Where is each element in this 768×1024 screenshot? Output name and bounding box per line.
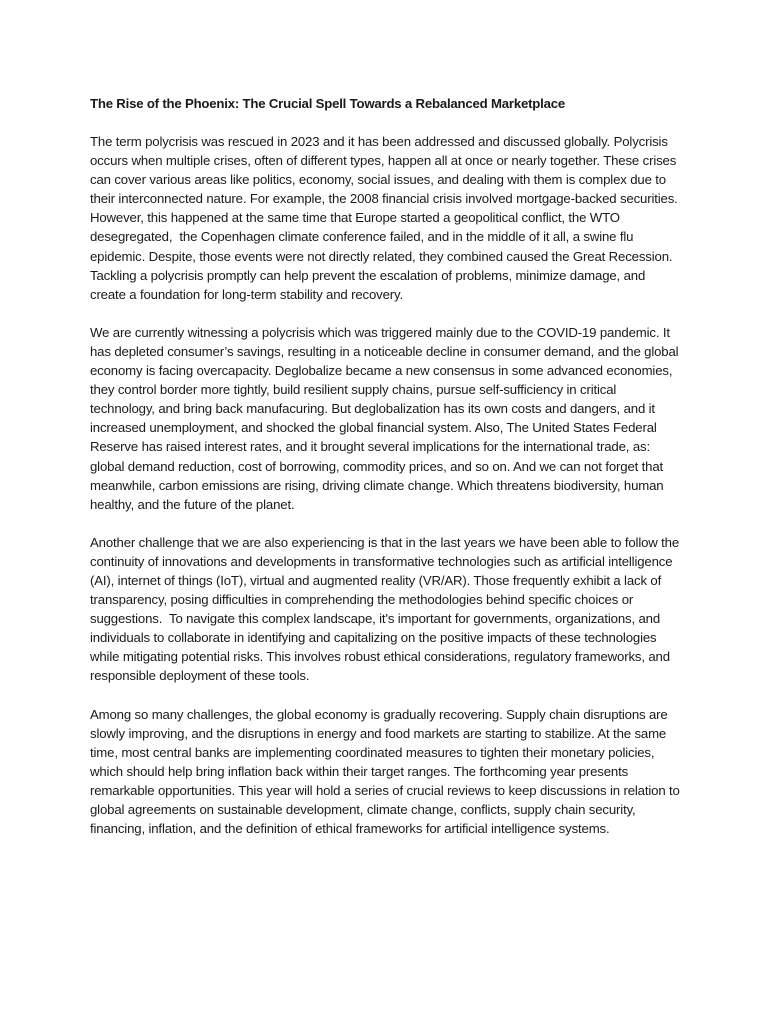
paragraph-4: Among so many challenges, the global economy is gradually recovering. Supply chain disruptions are slowly improving, and the disruptions in energy and food markets are starting to stabilize. At the same time, most central banks are implementing coordinated measures to tighten their monetary policies, which should help bring inflation back within their target ranges. The forthcoming year presents remarkable opportunities. This year will hold a series of crucial reviews to keep discussions in relation to global agreements on sustainable development, climate change, conflicts, supply chain security, financing, inflation, and the definition of ethical frameworks for artificial intelligence systems. bbox=[90, 706, 684, 837]
paragraph-1: The term polycrisis was rescued in 2023 and it has been addressed and discussed globally. Polycrisis occurs when multiple crises, often of different types, happen all at once or nearly together. These crises can cover various areas like politics, economy, social issues, and dealing with them is complex due to their interconnected nature. For example, the 2008 financial crisis involved mortgage-backed securities. However, this happened at the same time that Europe started a geopolitical conflict, the WTO desegregated, the Copenhagen climate conference failed, and in the middle of it all, a swine flu epidemic. Despite, those events were not directly related, they combined caused the Great Recession. Tackling a polycrisis promptly can help prevent the escalation of problems, minimize damage, and create a foundation for long-term stability and recovery. bbox=[90, 134, 682, 302]
paragraph-2: We are currently witnessing a polycrisis which was triggered mainly due to the COVID-19 pandemic. It has depleted consumer’s savings, resulting in a noticeable decline in consumer demand, and the global economy is facing overcapacity. Deglobalize became a new consensus in some advanced economies, they control border more tightly, build resilient supply chains, pursue self-sufficiency in critical technology, and bring back manufacuring. But deglobalization has its own costs and dangers, and it increased unemployment, and shocked the global financial system. Also, The United States Federal Reserve has raised interest rates, and it brought several implications for the international trade, as: global demand reduction, cost of borrowing, commodity prices, and so on. And we can not forget that meanwhile, carbon emissions are rising, driving climate change. Which threatens biodiversity, human healthy, and the future of the planet. bbox=[90, 324, 682, 512]
paragraph-3: Another challenge that we are also experiencing is that in the last years we have been able to follow the continuity of innovations and developments in transformative technologies such as artificial intelligence (AI), internet of things (IoT), virtual and augmented reality (VR/AR). Those frequently exhibit a lack of transparency, posing difficulties in comprehending the methodologies behind specific choices or suggestions. To navigate this complex landscape, it's important for governments, organizations, and individuals to collaborate in identifying and capitalizing on the positive impacts of these technologies while mitigating potential risks. This involves robust ethical considerations, regulatory frameworks, and responsible deployment of these tools. bbox=[90, 534, 683, 684]
document-page bbox=[90, 94, 684, 857]
document-title: The Rise of the Phoenix: The Crucial Spell Towards a Rebalanced Marketplace bbox=[90, 96, 566, 111]
